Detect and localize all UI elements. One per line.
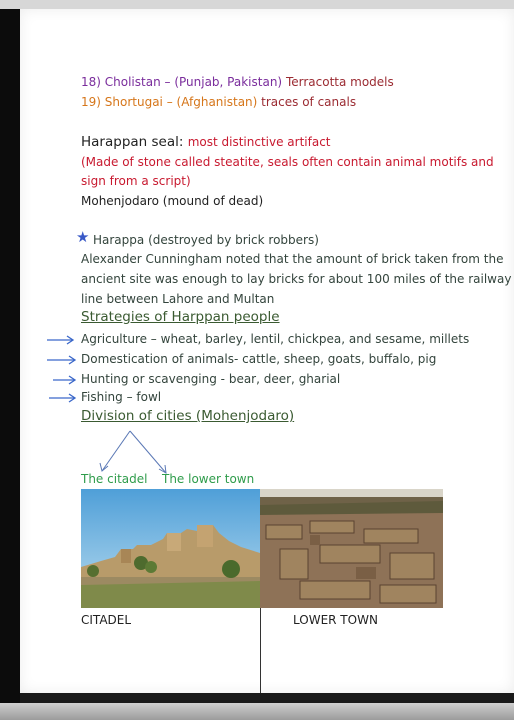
arrow-right-icon <box>46 335 76 345</box>
harappa-line: Harappa (destroyed by brick robbers) <box>93 233 319 247</box>
cholistan-item: Terracotta models <box>282 75 394 89</box>
arrow-right-icon <box>52 375 78 385</box>
cholistan-line <box>81 73 394 91</box>
cholistan-number: 18) Cholistan <box>81 75 161 89</box>
lower-town-photo <box>260 489 443 608</box>
shortugai-item: traces of canals <box>257 95 357 109</box>
left-border <box>0 0 20 720</box>
bottom-strip <box>0 703 514 720</box>
cholistan-dash: – <box>160 75 175 89</box>
seal-line <box>81 133 331 151</box>
fishing-line: Fishing – fowl <box>81 390 162 404</box>
mohenjodaro-line: Mohenjodaro (mound of dead) <box>81 194 264 208</box>
cunningham-line-3: line between Lahore and Multan <box>81 292 275 306</box>
shortugai-number: 19) Shortugai <box>81 95 163 109</box>
arrow-right-icon <box>46 355 78 365</box>
divider-line <box>260 608 261 693</box>
star-icon: ★ <box>76 228 90 246</box>
seal-note-2: sign from a script) <box>81 174 191 188</box>
domestication-line: Domestication of animals- cattle, sheep, goats, buffalo, pig <box>81 352 437 366</box>
lower-town-caption: LOWER TOWN <box>293 613 378 627</box>
shortugai-place: (Afghanistan) <box>176 95 258 109</box>
seal-label: Harappan seal: <box>81 134 188 150</box>
seal-desc: most distinctive artifact <box>187 135 331 149</box>
lower-town-label: The lower town <box>162 472 255 486</box>
cunningham-line-2: ancient site was enough to lay bricks for about 100 miles of the railway <box>81 272 512 286</box>
note-page <box>20 9 514 693</box>
cholistan-place: (Punjab, Pakistan) <box>174 75 283 89</box>
arrow-right-icon <box>48 393 78 403</box>
shortugai-line <box>81 93 356 111</box>
division-heading: Division of cities (Mohenjodaro) <box>81 408 295 424</box>
hunting-line: Hunting or scavenging - bear, deer, gharial <box>81 372 341 386</box>
citadel-caption: CITADEL <box>81 613 132 627</box>
citadel-label: The citadel <box>81 472 148 486</box>
citadel-photo <box>81 489 260 608</box>
strategies-heading: Strategies of Harppan people <box>81 309 280 325</box>
agriculture-line: Agriculture – wheat, barley, lentil, chickpea, and sesame, millets <box>81 332 470 346</box>
cunningham-line-1: Alexander Cunningham noted that the amount of brick taken from the <box>81 252 504 266</box>
top-border <box>0 0 514 9</box>
shortugai-dash: – <box>162 95 177 109</box>
seal-note-1: (Made of stone called steatite, seals often contain animal motifs and <box>81 155 494 169</box>
